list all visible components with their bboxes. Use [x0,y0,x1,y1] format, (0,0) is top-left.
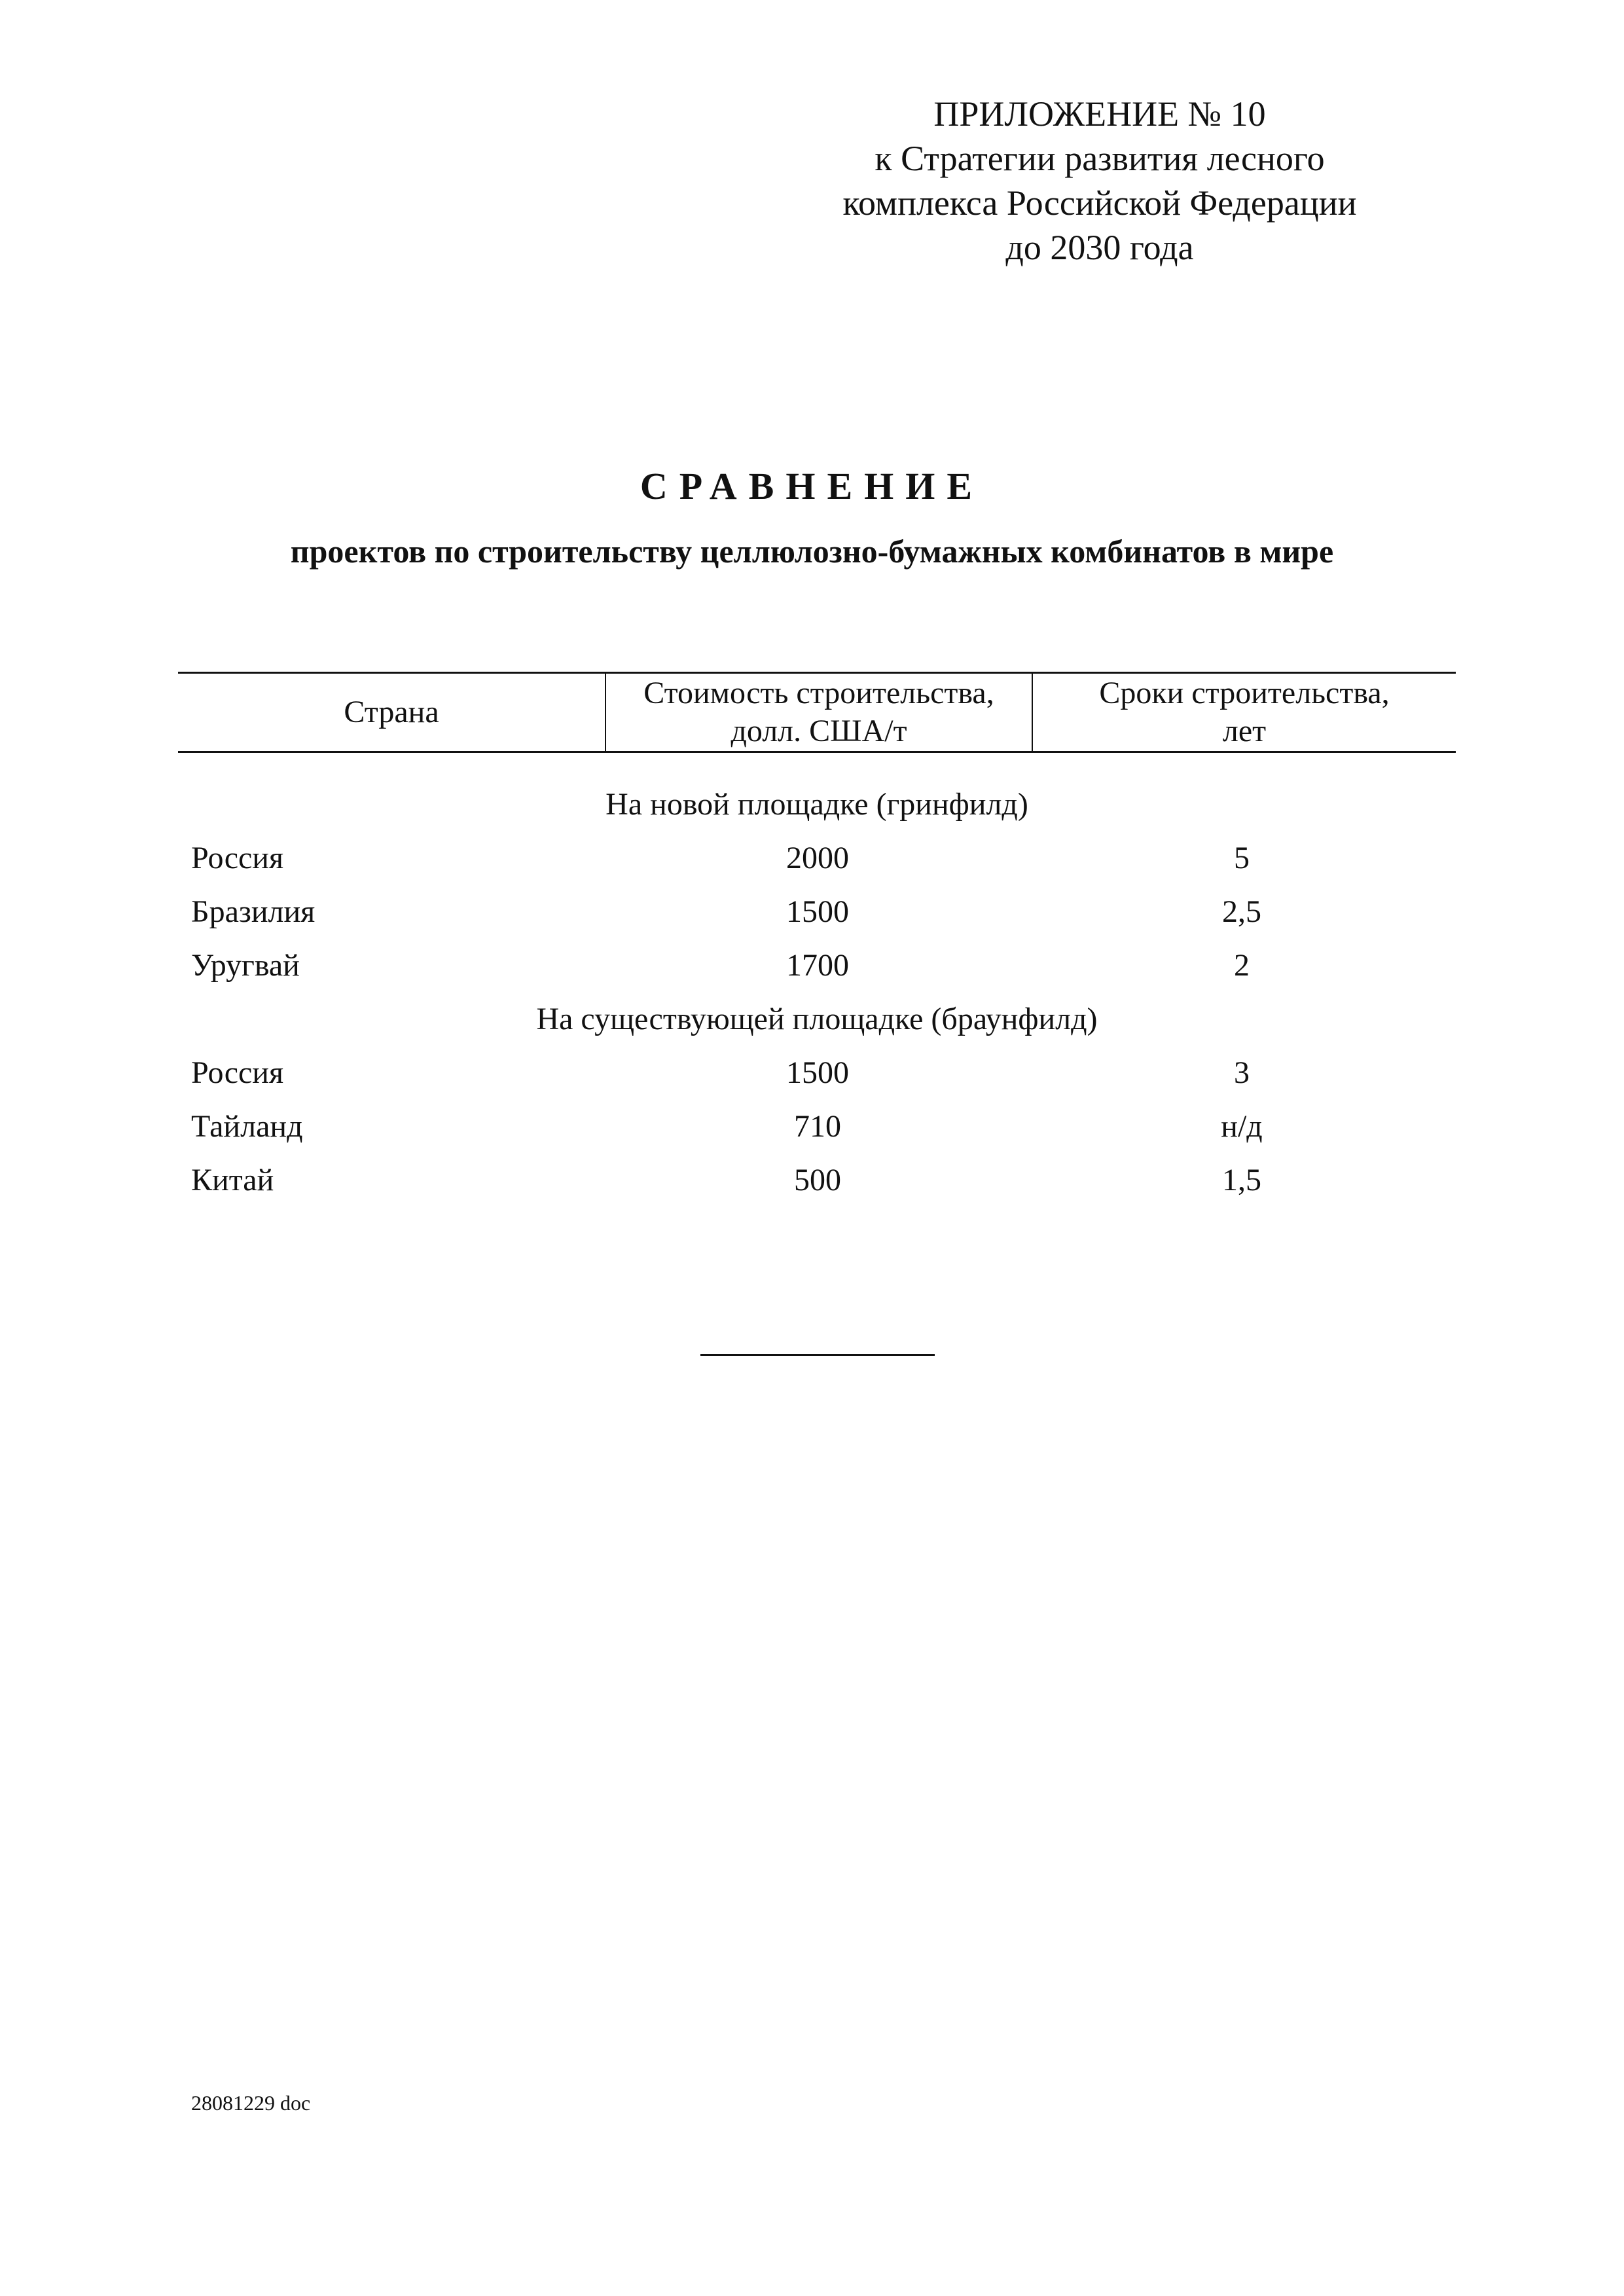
appendix-number: ПРИЛОЖЕНИЕ № 10 [933,94,1266,134]
header-country [178,674,605,751]
row-term: 2,5 [1222,894,1261,929]
appendix-line-4: до 2030 года [1005,228,1194,267]
row-cost: 2000 [786,841,849,875]
header-term-line-1: Сроки строительства, [1099,676,1390,710]
row-country: Бразилия [191,894,316,929]
header-country-label: Страна [344,695,439,729]
document-subtitle: проектов по строительству целлюлозно-бумажных комбинатов в мире [290,533,1334,570]
row-country: Тайланд [191,1109,303,1144]
table-row [178,1100,1456,1154]
row-cost: 710 [794,1109,841,1144]
appendix-line-2: к Стратегии развития лесного [875,139,1325,178]
section-title-brownfield: На существующей площадке (браунфилд) [536,1002,1098,1036]
row-cost: 1500 [786,894,849,929]
row-term: 2 [1234,948,1250,983]
row-country: Россия [191,1055,284,1090]
table-row [178,1046,1456,1100]
row-cost: 500 [794,1163,841,1197]
row-country: Уругвай [191,948,300,983]
section-title-greenfield: На новой площадке (гринфилд) [605,787,1028,822]
row-term: 5 [1234,841,1250,875]
header-cost [605,674,1033,751]
row-cost: 1700 [786,948,849,983]
row-cost: 1500 [786,1055,849,1090]
row-term: н/д [1221,1109,1263,1144]
comparison-table [178,672,1456,1207]
header-term [1033,674,1456,751]
table-row [178,885,1456,939]
row-country: Россия [191,841,284,875]
header-cost-line-2: долл. США/т [731,714,907,748]
table-row [178,831,1456,885]
table-row [178,1154,1456,1207]
row-term: 3 [1234,1055,1250,1090]
document-id: 28081229 doc [191,2091,311,2115]
header-cost-line-1: Стоимость строительства, [643,676,994,710]
row-term: 1,5 [1222,1163,1261,1197]
table-row [178,939,1456,993]
table-header [178,672,1456,753]
appendix-block [772,92,1427,270]
row-country: Китай [191,1163,274,1197]
document-title: СРАВНЕНИЕ [640,465,984,507]
header-term-line-2: лет [1222,714,1267,748]
end-divider [700,1354,935,1356]
appendix-line-3: комплекса Российской Федерации [842,183,1357,223]
